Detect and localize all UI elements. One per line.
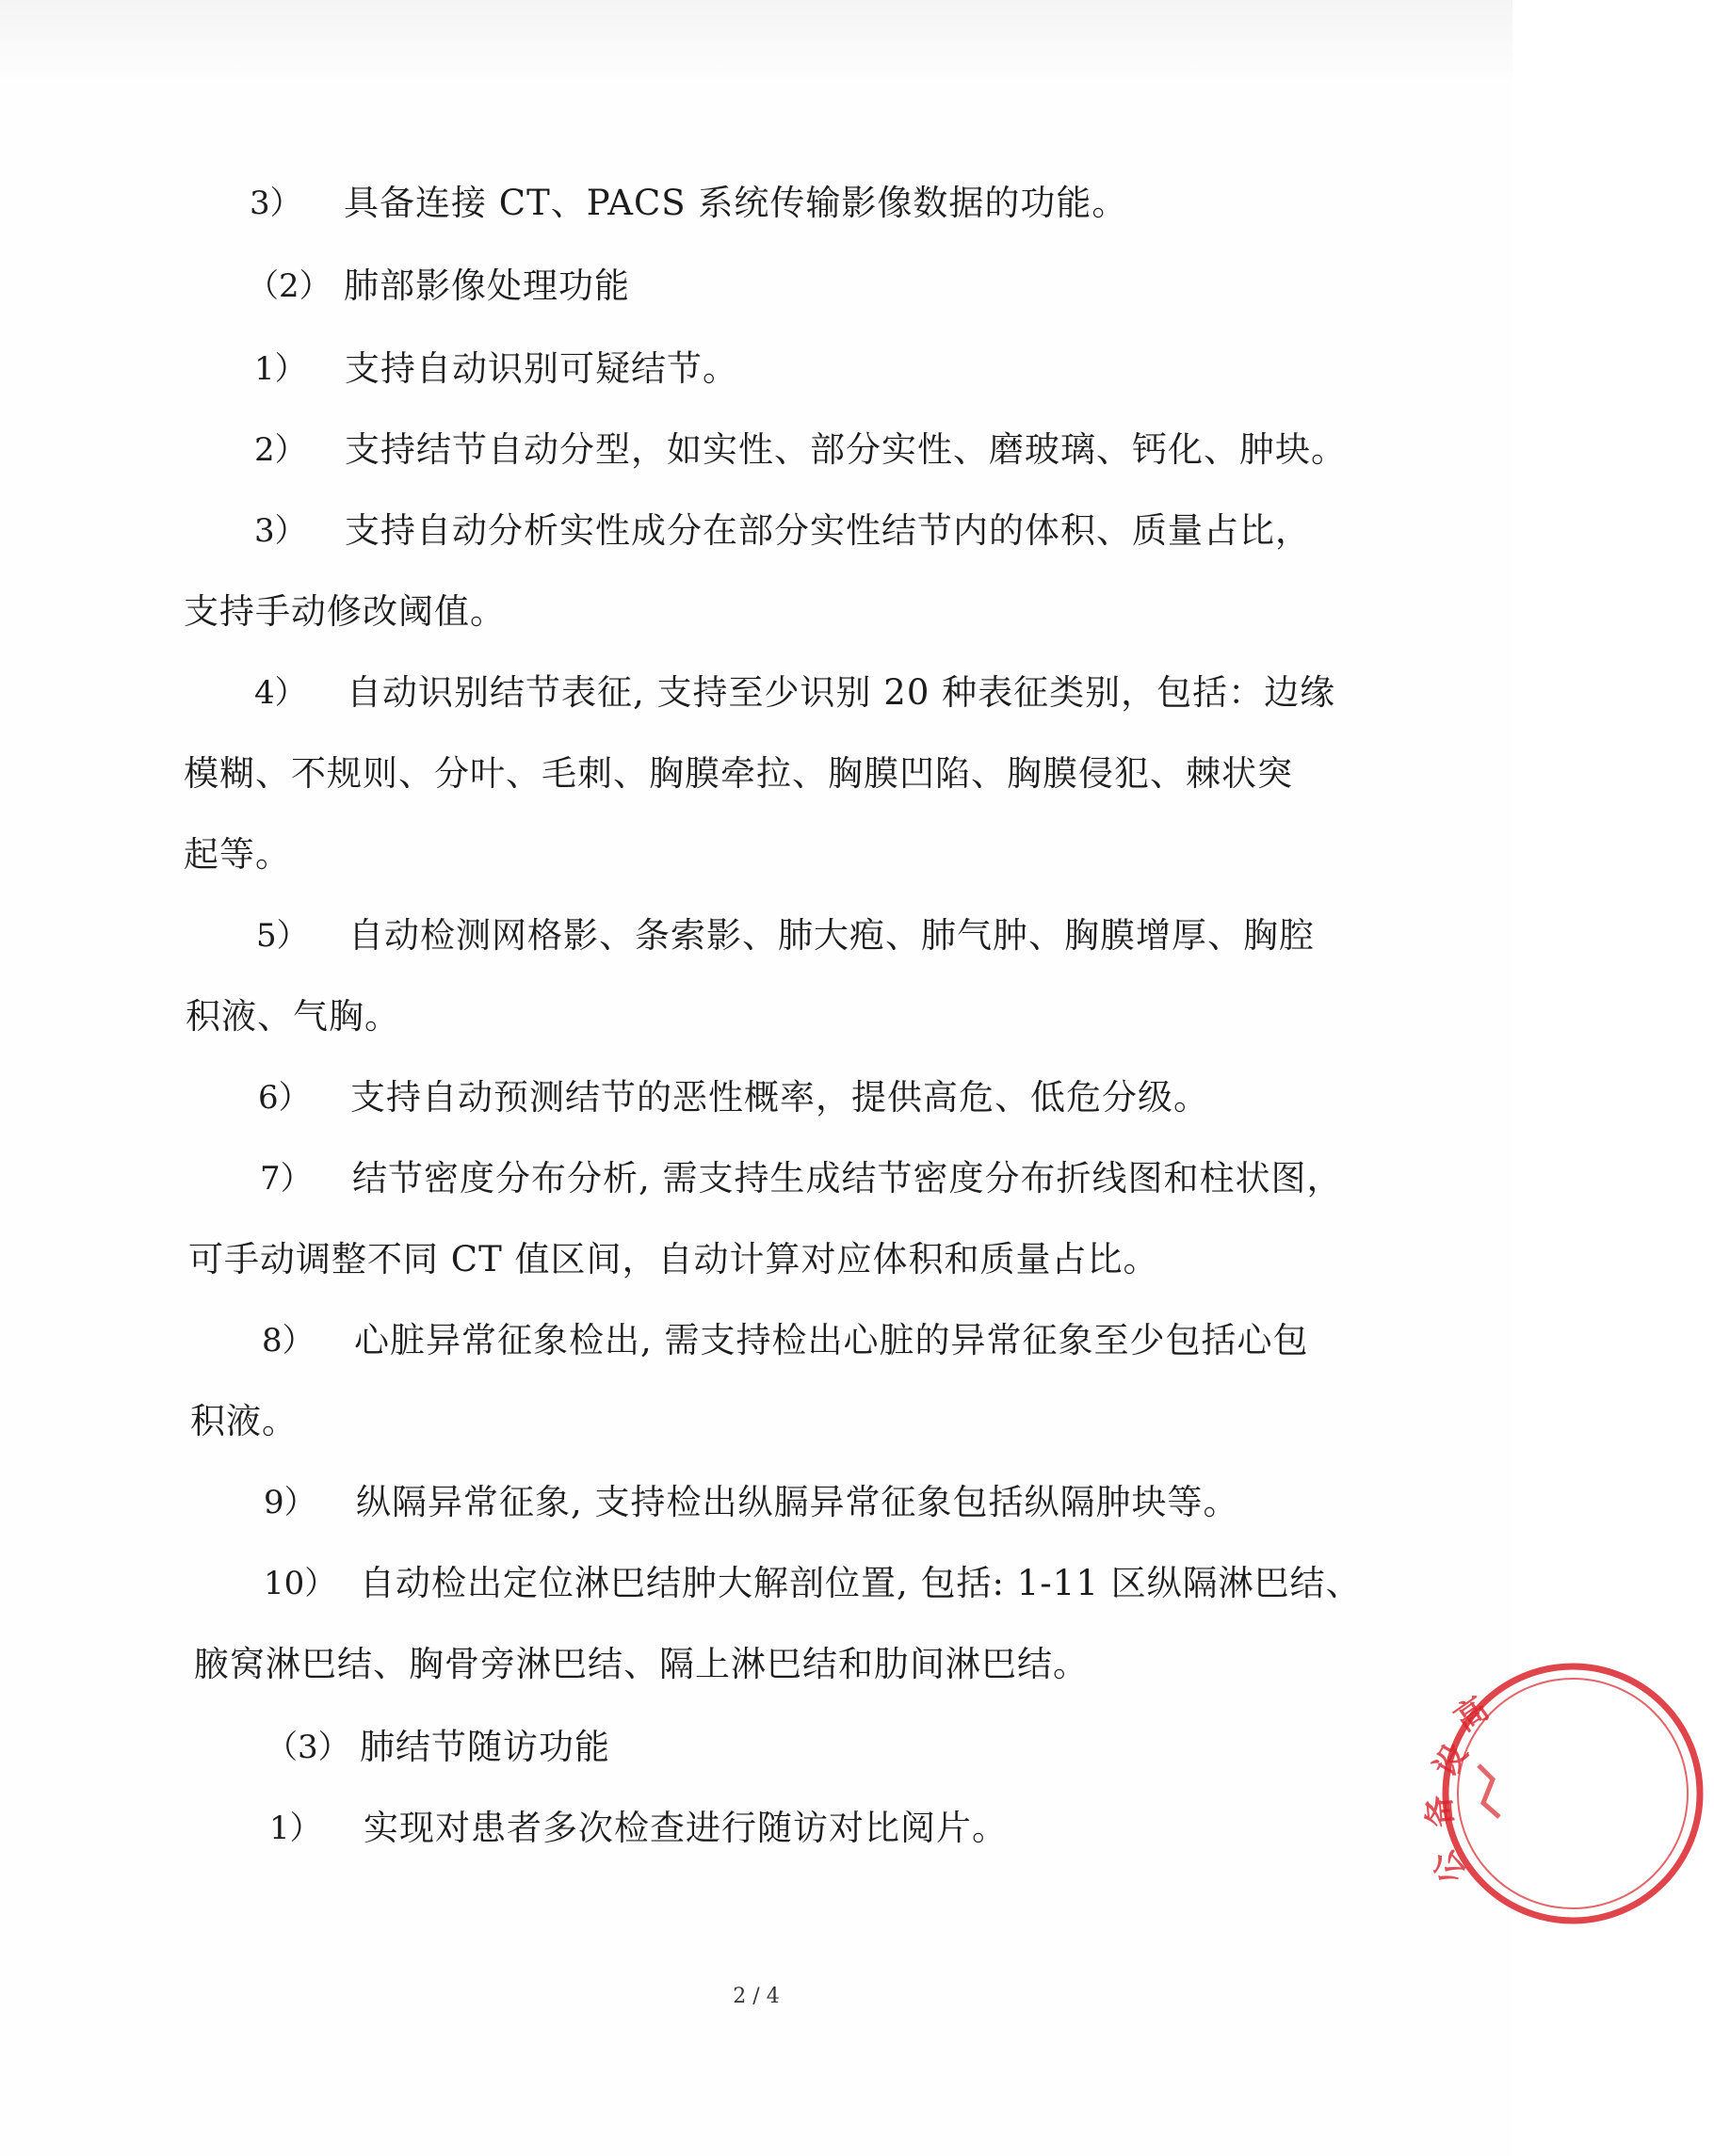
section-number: （2） bbox=[247, 267, 331, 305]
seal-stamp bbox=[1420, 1652, 1714, 1935]
item-number: 2） bbox=[254, 431, 307, 469]
item-text: 纵隔异常征象, 支持检出纵膈异常征象包括纵隔肿块等。 bbox=[356, 1482, 1239, 1522]
svg-text:备: 备 bbox=[1420, 1794, 1461, 1829]
item-number: 1） bbox=[254, 350, 307, 388]
svg-text:公: 公 bbox=[1425, 1842, 1475, 1891]
svg-text:设: 设 bbox=[1427, 1737, 1476, 1784]
item-text-continued: 模糊、不规则、分叶、毛刺、胸膜牵拉、胸膜凹陷、胸膜侵犯、棘状突 bbox=[184, 753, 1293, 794]
item-text-continued: 可手动调整不同 CT 值区间，自动计算对应体积和质量占比。 bbox=[188, 1239, 1159, 1279]
page-number: 2 / 4 bbox=[733, 1985, 780, 2008]
item-text: 自动检出定位淋巴结肿大解剖位置, 包括: 1-11 区纵隔淋巴结、 bbox=[360, 1563, 1362, 1603]
item-number: 9） bbox=[264, 1484, 316, 1521]
item-text-continued: 支持手动修改阈值。 bbox=[184, 591, 506, 632]
item-text: 具备连接 CT、PACS 系统传输影像数据的功能。 bbox=[344, 183, 1128, 223]
item-number: 3） bbox=[254, 512, 307, 550]
item-text-continued: 积液。 bbox=[190, 1401, 298, 1441]
section-number: （3） bbox=[266, 1729, 350, 1766]
item-text: 自动检测网格影、条索影、肺大疱、肺气肿、胸膜增厚、胸腔 bbox=[348, 915, 1315, 956]
item-text: 支持自动预测结节的恶性概率，提供高危、低危分级。 bbox=[350, 1077, 1209, 1118]
item-number: 10） bbox=[264, 1565, 337, 1602]
item-text: 实现对患者多次检查进行随访对比阅片。 bbox=[364, 1808, 1008, 1848]
item-text: 结节密度分布分析, 需支持生成结节密度分布折线图和柱状图， bbox=[352, 1158, 1343, 1199]
section-heading: 肺部影像处理功能 bbox=[344, 265, 630, 306]
item-number: 4） bbox=[254, 674, 307, 712]
item-text-continued: 腋窝淋巴结、胸骨旁淋巴结、隔上淋巴结和肋间淋巴结。 bbox=[194, 1644, 1089, 1684]
item-text: 支持结节自动分型，如实性、部分实性、磨玻璃、钙化、肿块。 bbox=[345, 429, 1347, 470]
item-text: 支持自动分析实性成分在部分实性结节内的体积、质量占比， bbox=[345, 510, 1311, 551]
scan-shadow bbox=[0, 0, 1512, 85]
item-text: 心脏异常征象检出, 需支持检出心脏的异常征象至少包括心包 bbox=[354, 1320, 1309, 1360]
item-text: 支持自动识别可疑结节。 bbox=[345, 348, 738, 389]
svg-text:高: 高 bbox=[1447, 1690, 1496, 1740]
item-number: 7） bbox=[260, 1160, 313, 1198]
section-heading: 肺结节随访功能 bbox=[360, 1727, 610, 1767]
item-number: 3） bbox=[250, 185, 302, 222]
item-number: 1） bbox=[269, 1810, 322, 1847]
item-text-continued: 起等。 bbox=[184, 834, 291, 875]
item-number: 5） bbox=[256, 917, 309, 955]
item-text: 自动识别结节表征, 支持至少识别 20 种表征类别，包括：边缘 bbox=[347, 672, 1336, 713]
item-number: 6） bbox=[258, 1079, 311, 1117]
item-number: 8） bbox=[262, 1322, 315, 1360]
item-text-continued: 积液、气胸。 bbox=[186, 996, 400, 1037]
